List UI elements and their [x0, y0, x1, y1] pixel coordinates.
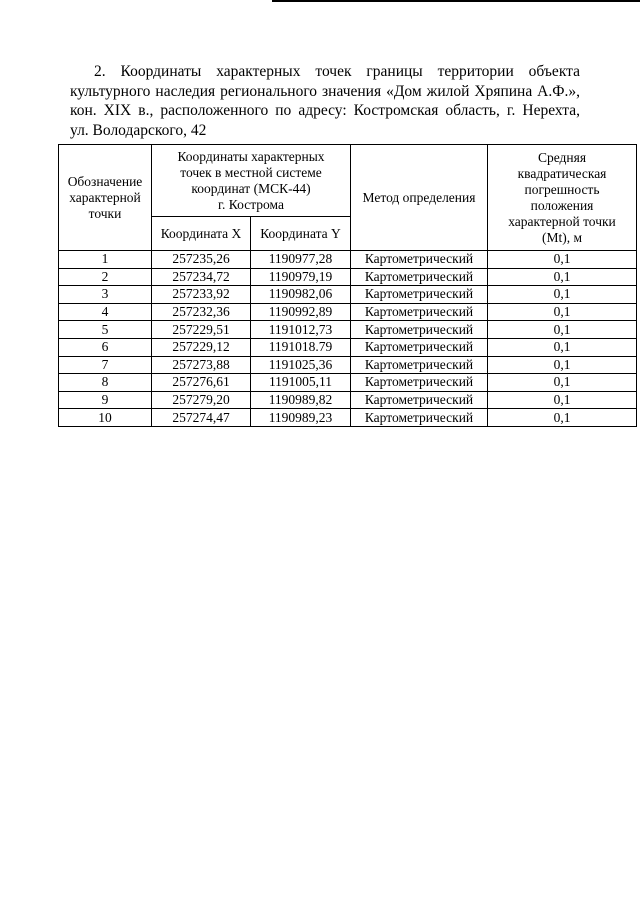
cell-x: 257229,51 [152, 321, 251, 339]
cell-error: 0,1 [488, 338, 637, 356]
cell-point: 5 [59, 321, 152, 339]
header-text: (Mt), м [541, 229, 583, 245]
cell-error: 0,1 [488, 374, 637, 392]
cell-method: Картометрический [351, 409, 488, 427]
heading-line: 2. Координаты характерных точек границы территории объекта [94, 63, 580, 80]
cell-method: Картометрический [351, 268, 488, 286]
table-row [59, 286, 637, 304]
table-row [59, 409, 637, 427]
cell-y: 1190989,82 [251, 391, 351, 409]
table-row [59, 321, 637, 339]
cell-y: 1190982,06 [251, 286, 351, 304]
cell-x: 257229,12 [152, 338, 251, 356]
table-row [59, 391, 637, 409]
cell-error: 0,1 [488, 303, 637, 321]
cell-error: 0,1 [488, 321, 637, 339]
cell-y: 1190989,23 [251, 409, 351, 427]
cell-x: 257274,47 [152, 409, 251, 427]
table-row [59, 251, 637, 269]
table-row [59, 303, 637, 321]
cell-x: 257234,72 [152, 268, 251, 286]
cell-error: 0,1 [488, 268, 637, 286]
header-text: точек в местной системе [180, 164, 322, 180]
header-text: квадратическая [517, 165, 607, 181]
header-text: положения [530, 197, 594, 213]
header-text: погрешность [524, 181, 600, 197]
cell-method: Картометрический [351, 338, 488, 356]
cell-error: 0,1 [488, 391, 637, 409]
cell-point: 10 [59, 409, 152, 427]
header-text: точки [88, 205, 122, 221]
coordinates-table [58, 144, 637, 427]
cell-method: Картометрический [351, 251, 488, 269]
header-error [488, 145, 637, 251]
cell-point: 9 [59, 391, 152, 409]
cell-point: 3 [59, 286, 152, 304]
header-coord-x: Координата X [152, 217, 251, 251]
heading-line: ул. Володарского, 42 [70, 121, 207, 139]
section-heading [70, 62, 580, 140]
cell-error: 0,1 [488, 286, 637, 304]
header-coord-y: Координата Y [251, 217, 351, 251]
cell-x: 257232,36 [152, 303, 251, 321]
cell-error: 0,1 [488, 409, 637, 427]
cell-error: 0,1 [488, 251, 637, 269]
cell-method: Картометрический [351, 303, 488, 321]
cell-y: 1190979,19 [251, 268, 351, 286]
cell-point: 1 [59, 251, 152, 269]
header-text: характерной [69, 189, 141, 205]
header-method: Метод определения [351, 145, 488, 251]
cell-point: 6 [59, 338, 152, 356]
cell-x: 257279,20 [152, 391, 251, 409]
cell-x: 257273,88 [152, 356, 251, 374]
cell-point: 2 [59, 268, 152, 286]
cell-method: Картометрический [351, 321, 488, 339]
header-text: Средняя [537, 149, 587, 165]
table-row [59, 356, 637, 374]
header-text: Обозначение [67, 173, 143, 189]
cell-point: 7 [59, 356, 152, 374]
cell-x: 257276,61 [152, 374, 251, 392]
cell-method: Картометрический [351, 356, 488, 374]
cell-y: 1191012,73 [251, 321, 351, 339]
cell-y: 1191018.79 [251, 338, 351, 356]
cell-point: 4 [59, 303, 152, 321]
cell-x: 257233,92 [152, 286, 251, 304]
header-point-designation [59, 145, 152, 251]
heading-line: культурного наследия регионального значения «Дом жилой Хряпина А.Ф.», [70, 82, 580, 100]
table-row [59, 374, 637, 392]
header-text: характерной точки [508, 213, 616, 229]
cell-method: Картометрический [351, 391, 488, 409]
cell-y: 1191005,11 [251, 374, 351, 392]
header-text: г. Кострома [218, 196, 284, 212]
cell-method: Картометрический [351, 374, 488, 392]
cell-y: 1190992,89 [251, 303, 351, 321]
cell-y: 1191025,36 [251, 356, 351, 374]
top-border-line [272, 0, 640, 2]
header-text: Координаты характерных [177, 148, 325, 164]
table-row [59, 268, 637, 286]
header-text: координат (МСК-44) [191, 180, 311, 196]
header-coordinates-group [152, 145, 351, 217]
cell-x: 257235,26 [152, 251, 251, 269]
cell-error: 0,1 [488, 356, 637, 374]
table-row [59, 338, 637, 356]
cell-y: 1190977,28 [251, 251, 351, 269]
cell-point: 8 [59, 374, 152, 392]
cell-method: Картометрический [351, 286, 488, 304]
heading-line: кон. XIX в., расположенного по адресу: Костромская область, г. Нерехта, [70, 102, 580, 119]
